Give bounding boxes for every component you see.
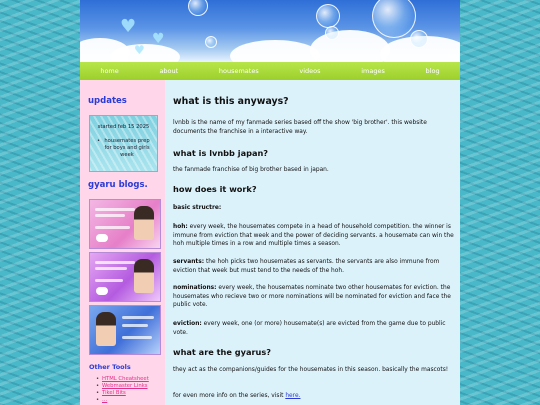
cake-icon [96, 287, 108, 295]
update-started: started feb 15 2025 [97, 124, 150, 130]
servants-paragraph [173, 258, 455, 275]
nav-home[interactable]: home [100, 67, 119, 75]
tools-list [96, 376, 149, 404]
tool-link-html-cheatsheet[interactable]: • HTML Cheatsheet [96, 376, 149, 383]
heart-icon: ♥ [134, 43, 145, 57]
blog-banner-3[interactable] [89, 305, 161, 355]
nominations-paragraph [173, 284, 455, 310]
bubble [325, 26, 339, 40]
nominations-label: nominations: [173, 285, 217, 291]
hoh-label: hoh: [173, 224, 188, 230]
blog-avatar [96, 312, 116, 346]
cake-icon [96, 234, 108, 242]
heart-icon: ♥ [120, 16, 137, 37]
nav-images[interactable]: images [361, 67, 385, 75]
heading-what-is-lvnbb-japan: what is lvnbb japan? [173, 148, 269, 158]
gyarus-text: they act as the companions/guides for the housemates in this season. basically the mascots! [173, 367, 449, 373]
japan-text: the fanmade franchise of big brother based in japan. [173, 167, 329, 173]
blog-banner-text-line [95, 214, 125, 217]
blog-banner-text-line [95, 226, 130, 229]
blog-avatar [134, 206, 154, 240]
blog-banner-text-line [95, 279, 123, 282]
updates-box [89, 115, 158, 172]
update-item-text: housemates prep for boys and girls week [104, 138, 150, 158]
servants-label: servants: [173, 259, 205, 265]
blog-banner-2[interactable] [89, 252, 161, 302]
eviction-text: every week, one (or more) housemate(s) are evicted from the game due to public vote. [173, 321, 446, 336]
heading-how-does-it-work: how does it work? [173, 184, 257, 194]
page-wrapper [80, 0, 460, 405]
eviction-paragraph [173, 320, 455, 337]
bubble [372, 0, 416, 38]
blog-avatar [134, 259, 154, 293]
bubble [205, 36, 217, 48]
blog-banner-text-line [122, 336, 152, 339]
blog-banner-text-line [122, 316, 154, 319]
cloud [110, 44, 180, 62]
tool-link-more[interactable]: • … [96, 397, 149, 404]
intro-text: lvnbb is the name of my fanmade series based off the show 'big brother'. this website documents the franchise in a interactive way. [173, 120, 427, 135]
hoh-text: every week, the housemates compete in a head of household competition. the winner is immune from eviction that week and the power of deciding servants. a housemate can win the hoh multiple times in a row and multiple times a season. [173, 224, 454, 247]
servants-text: the hoh picks two housemates as servants. the servants are also immune from eviction that week but must tend to the needs of the hoh. [173, 259, 440, 274]
nav-about[interactable]: about [159, 67, 179, 75]
nav-videos[interactable]: videos [299, 67, 321, 75]
nominations-text: every week, the housemates nominate two other housemates for eviction. the housemates who recieve two or more nominations will be nominated for eviction and face the public vote. [173, 285, 451, 308]
heading-what-are-the-gyarus: what are the gyarus? [173, 347, 272, 357]
more-info-paragraph [173, 392, 455, 401]
cloud [310, 30, 390, 62]
hoh-paragraph [173, 223, 455, 249]
cloud [230, 40, 320, 62]
updates-heading: updates [88, 96, 127, 106]
header-banner [80, 0, 460, 62]
tool-link-webmaster-links[interactable]: • Webmaster Links [96, 383, 149, 390]
nav-blog[interactable]: blog [425, 67, 440, 75]
other-tools-heading: Other Tools [89, 363, 131, 371]
top-nav [80, 62, 460, 80]
heart-icon: ♥ [152, 31, 165, 47]
blog-banner-text-line [95, 267, 127, 270]
eviction-label: eviction: [173, 321, 202, 327]
tool-link-tikel-bits[interactable]: • Tikel Bits [96, 390, 149, 397]
bubble [410, 30, 428, 48]
bubble [316, 4, 340, 28]
basic-structure-label: basic structre: [173, 205, 222, 211]
more-info-text: for even more info on the series, visit [173, 393, 286, 399]
blog-banner-text-line [95, 208, 135, 211]
bullet-icon: • [97, 138, 101, 144]
nav-housemates[interactable]: housemates [218, 67, 259, 75]
blog-banner-1[interactable] [89, 199, 161, 249]
sidebar [80, 80, 165, 405]
blogs-heading: gyaru blogs. [88, 180, 148, 190]
blog-banner-text-line [95, 261, 135, 264]
blog-banner-text-line [122, 324, 148, 327]
bubble [188, 0, 208, 16]
more-info-link[interactable]: here. [285, 393, 301, 399]
heading-what-is-this: what is this anyways? [173, 96, 289, 107]
